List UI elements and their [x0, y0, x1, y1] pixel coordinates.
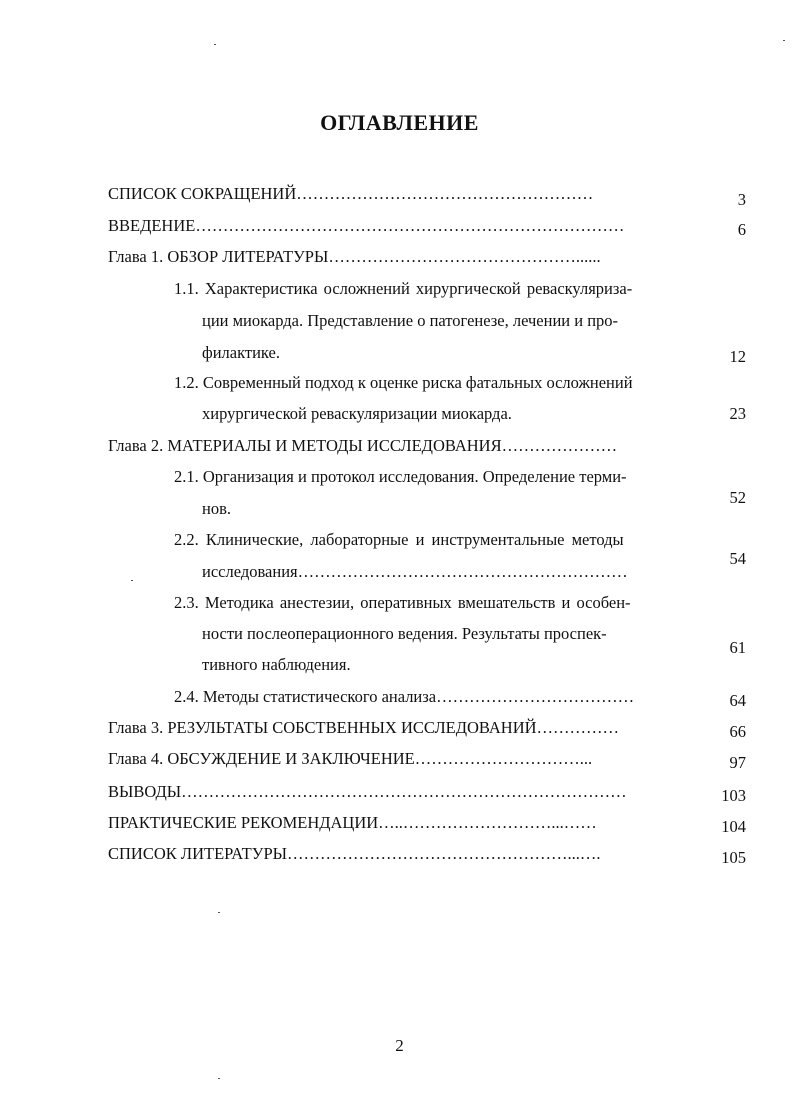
toc-entry-2-1-line1: 2.1. Организация и протокол исследования. Определение терми-	[174, 467, 627, 486]
toc-page-introduction: 6	[737, 220, 746, 239]
toc-page-1-1: 12	[729, 347, 746, 366]
toc-entry-recommendations: ПРАКТИЧЕСКИЕ РЕКОМЕНДАЦИИ…..………………………...……	[108, 813, 597, 832]
scan-speck	[214, 44, 216, 45]
toc-page-1-2: 23	[729, 404, 746, 423]
scan-speck	[218, 912, 220, 913]
page-title: ОГЛАВЛЕНИЕ	[320, 110, 479, 135]
toc-entry-2-3-line1: 2.3. Методика анестезии, оперативных вмешательств и особен-	[174, 593, 631, 612]
scan-speck	[131, 580, 133, 581]
toc-entry-1-2-line1: 1.2. Современный подход к оценке риска фатальных осложнений	[174, 373, 633, 392]
toc-entry-chapter-4: Глава 4. ОБСУЖДЕНИЕ И ЗАКЛЮЧЕНИЕ…………………………...	[108, 749, 593, 768]
toc-entry-2-2-line1: 2.2. Клинические, лабораторные и инструментальные методы	[174, 530, 624, 549]
toc-entry-introduction: ВВЕДЕНИЕ……………………………………………………………………	[108, 216, 625, 235]
scan-speck	[783, 40, 785, 41]
toc-entry-2-2-line2: исследования……………………………………………………	[202, 562, 628, 581]
toc-page-2-4: 64	[729, 691, 746, 710]
toc-page-recommendations: 104	[721, 817, 746, 836]
toc-page-chapter-3: 66	[729, 722, 746, 741]
toc-page-abbreviations: 3	[737, 190, 746, 209]
toc-entry-chapter-1: Глава 1. ОБЗОР ЛИТЕРАТУРЫ………………………………………......	[108, 247, 601, 266]
toc-page-2-3: 61	[729, 638, 746, 657]
toc-entry-references: СПИСОК ЛИТЕРАТУРЫ……………………………………………...….	[108, 844, 601, 863]
toc-page-references: 105	[721, 848, 746, 867]
toc-entry-chapter-3: Глава 3. РЕЗУЛЬТАТЫ СОБСТВЕННЫХ ИССЛЕДОВАНИЙ……………	[108, 718, 620, 737]
toc-entry-1-1-line2: ции миокарда. Представление о патогенезе, лечении и про-	[202, 311, 619, 330]
toc-entry-abbreviations: СПИСОК СОКРАЩЕНИЙ………………………………………………	[108, 184, 594, 203]
toc-entry-1-1-line1: 1.1. Характеристика осложнений хирургической реваскуляриза-	[174, 279, 633, 298]
toc-entry-conclusions: ВЫВОДЫ………………………………………………………………………	[108, 782, 627, 801]
scan-speck	[218, 1078, 220, 1079]
toc-page-2-2: 54	[729, 549, 746, 568]
page-number: 2	[395, 1036, 404, 1055]
toc-entry-2-3-line2: ности послеоперационного ведения. Результаты проспек-	[202, 624, 607, 643]
toc-page-conclusions: 103	[721, 786, 746, 805]
toc-page-chapter-4: 97	[729, 753, 746, 772]
toc-entry-chapter-2: Глава 2. МАТЕРИАЛЫ И МЕТОДЫ ИССЛЕДОВАНИЯ…………………	[108, 436, 618, 455]
toc-entry-2-3-line3: тивного наблюдения.	[202, 655, 351, 674]
toc-entry-2-1-line2: нов.	[202, 499, 231, 518]
toc-entry-1-1-line3: филактике.	[202, 343, 280, 362]
toc-entry-2-4: 2.4. Методы статистического анализа………………………………	[174, 687, 635, 706]
toc-entry-1-2-line2: хирургической реваскуляризации миокарда.	[202, 404, 512, 423]
toc-page-2-1: 52	[729, 488, 746, 507]
